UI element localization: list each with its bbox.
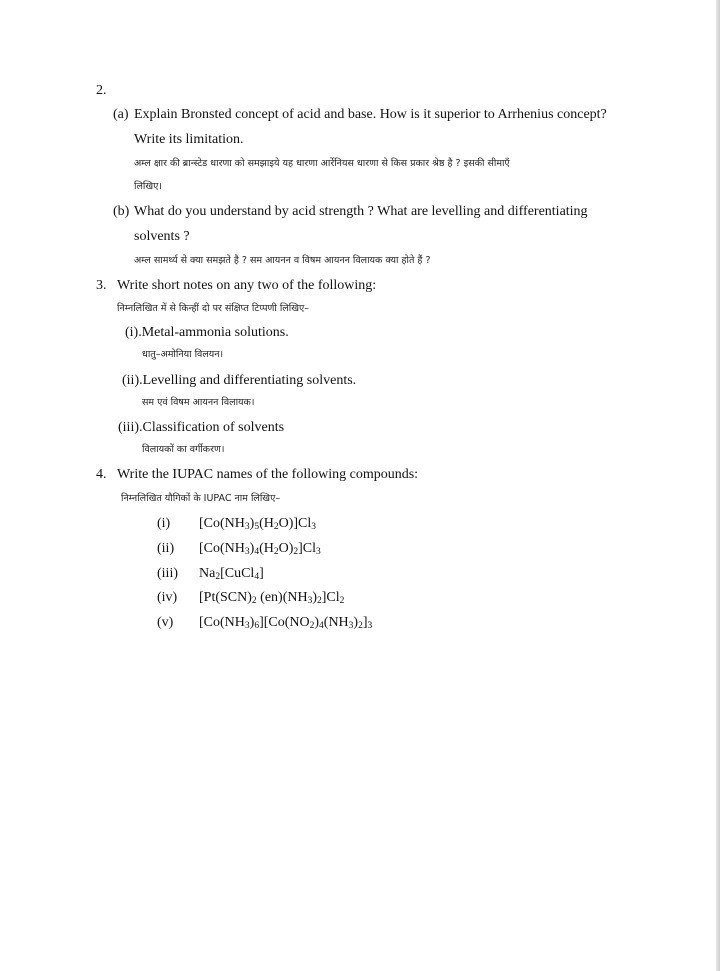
q3-text: Write short notes on any two of the following: xyxy=(117,278,377,293)
q2b-text-line1: What do you understand by acid strength ? What are levelling and differentiating xyxy=(134,204,588,219)
compound-label: (v) xyxy=(157,615,174,630)
q2a-hindi-line1: अम्ल क्षार की ब्रान्स्टेड धारणा को समझाइये यह धारणा आर्रेनियस धारणा से किस प्रकार श्रेष्ठ है ? इसकी सीमाएँ xyxy=(134,158,510,169)
q2a-hindi-line2: लिखिए। xyxy=(134,181,162,192)
q4-hindi-text: निम्नलिखित यौगिकों के IUPAC नाम लिखिए– xyxy=(121,493,281,504)
compound-formula: $[Co(NH_3)_4(H_2O)_2]Cl_3$ xyxy=(199,541,321,557)
q3-item-i-hindi: धातु–अमोनिया विलयन। xyxy=(142,349,224,360)
q3-item-label: (ii). xyxy=(122,373,143,388)
compound-label: (ii) xyxy=(157,541,175,556)
q3-item-i xyxy=(125,324,289,342)
q3-number: 3. xyxy=(96,278,107,293)
q3-item-iii-hindi: विलायकों का वर्गीकरण। xyxy=(142,444,225,455)
q3-hindi: निम्नलिखित में से किन्हीं दो पर संक्षिप्त टिप्पणी लिखिए– xyxy=(117,303,309,314)
q2a-text-line1 xyxy=(134,106,628,124)
compound-label: (iv) xyxy=(157,590,178,605)
q3-item-text: Metal-ammonia solutions. xyxy=(141,325,289,340)
q3-item-text: Classification of solvents xyxy=(142,420,285,435)
q3-item-text: Levelling and differentiating solvents. xyxy=(142,373,357,388)
q4-number: 4. xyxy=(96,467,107,482)
q3-item-iii xyxy=(118,419,284,437)
q4-hindi xyxy=(121,492,280,506)
q2b-text-line2: solvents ? xyxy=(134,229,190,244)
q2a-text-line1-content: Explain Bronsted concept of acid and base. How is it superior to Arrhenius concept? xyxy=(134,107,607,122)
q2-number: 2. xyxy=(96,83,107,98)
compound-label: (i) xyxy=(157,516,171,531)
q2a-label: (a) xyxy=(113,107,129,122)
q2a-text-line2: Write its limitation. xyxy=(134,132,244,147)
q3-item-label: (iii). xyxy=(118,420,143,435)
compound-formula: $[Co(NH_3)_6][Co(NO_2)_4(NH_3)_2]_3$ xyxy=(199,615,373,631)
page-edge-shadow xyxy=(716,0,720,971)
q2b-label: (b) xyxy=(113,204,130,219)
q4-text: Write the IUPAC names of the following compounds: xyxy=(117,467,419,482)
compound-formula: [$Pt(SCN)_2$ $(en)(NH_3)_2]Cl_2$ xyxy=(199,590,345,606)
q3-item-ii xyxy=(122,372,356,390)
compound-formula: $Na_2[CuCl_4]$ xyxy=(199,566,264,582)
q3-item-label: (i). xyxy=(125,325,142,340)
q2b-hindi: अम्ल सामर्थ्य से क्या समझते है ? सम आयनन व विषम आयनन विलायक क्या होते हैं ? xyxy=(134,255,431,266)
compound-formula: $[Co(NH_3)_5(H_2O)]Cl_3$ xyxy=(199,516,317,532)
compound-label: (iii) xyxy=(157,566,178,581)
q3-item-ii-hindi: सम एवं विषम आयनन विलायक। xyxy=(142,397,255,408)
